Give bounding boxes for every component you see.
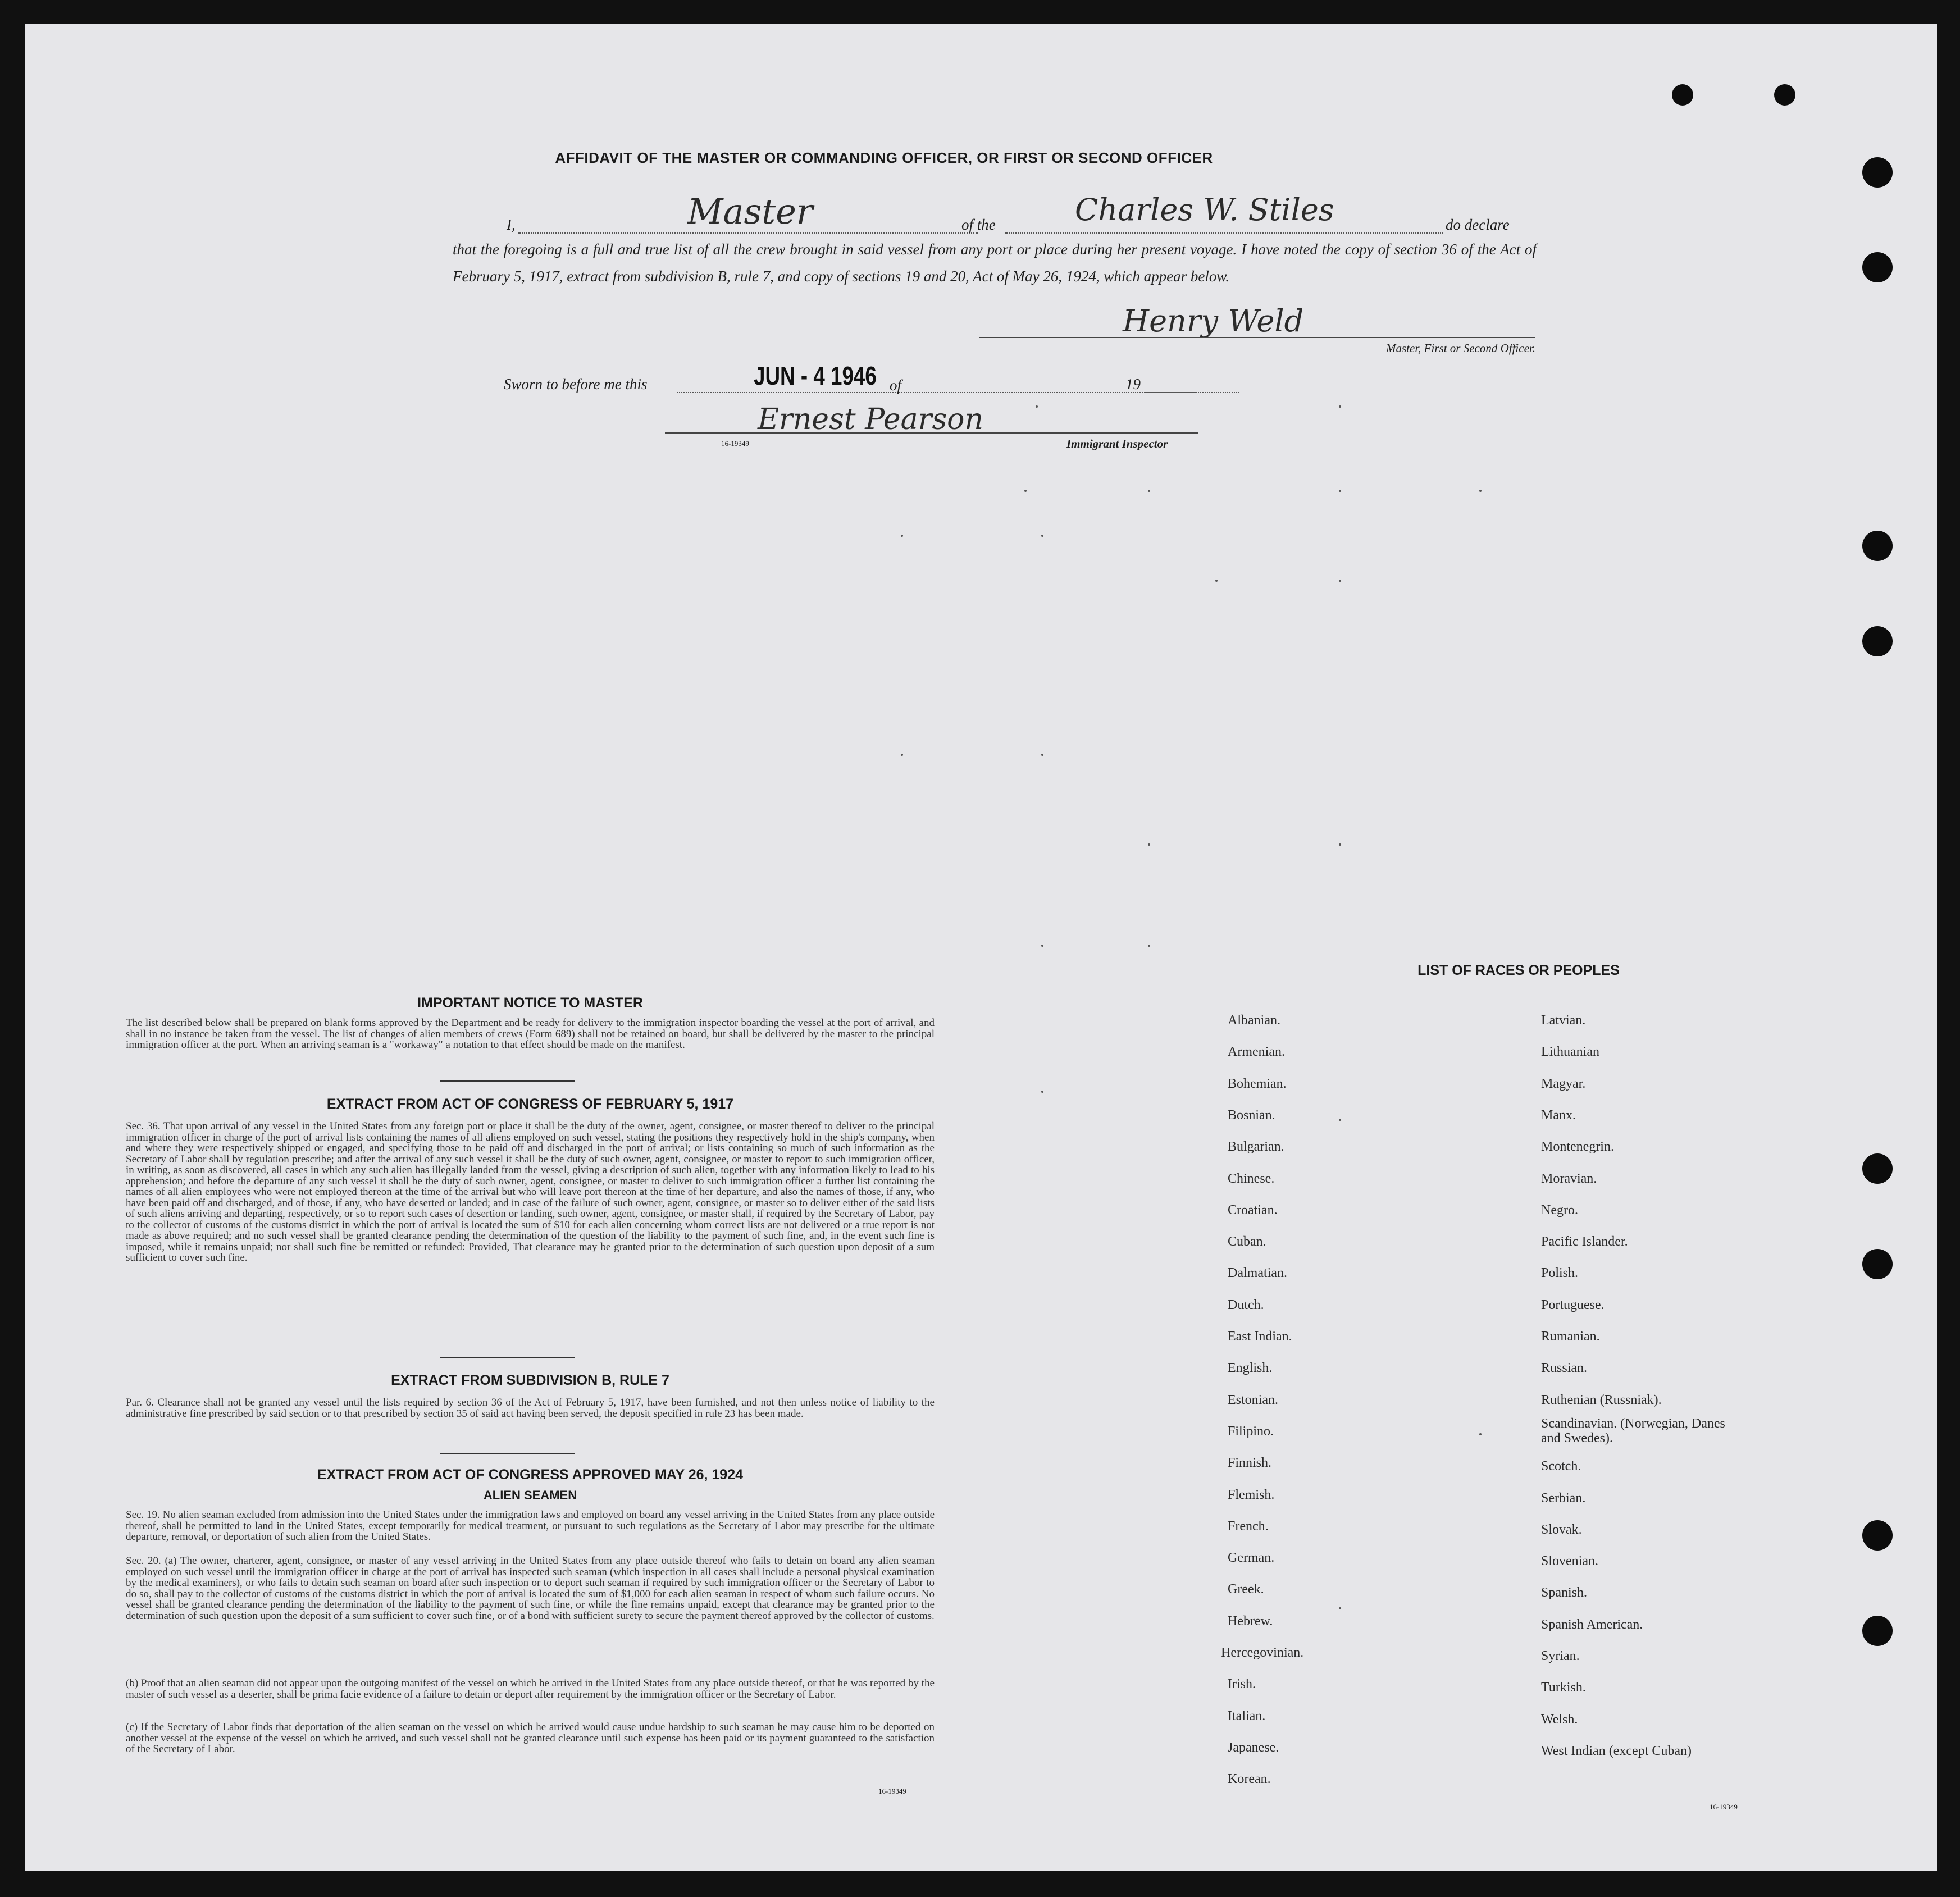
race-item: East Indian. [1228, 1329, 1292, 1344]
races-title: LIST OF RACES OR PEOPLES [1417, 963, 1620, 978]
race-item: Japanese. [1228, 1740, 1279, 1755]
punch-hole [1862, 252, 1893, 282]
i-label: I, [507, 216, 516, 233]
vessel-handwritten: Charles W. Stiles [1075, 192, 1334, 227]
notice-text: The list described below shall be prepared on blank forms approved by the Department and be ready for delivery to the immigration inspector boarding the vessel at the port of arrival, and shall in no instance be taken from the vessel. The list of changes of alien members of crews (Form 689) shall not be retained on board, but shall be delivered by the master to the principal immigration officer at the port. When an arriving seaman is a "workaway" a notation to that effect should be made on the manifest. [126, 1017, 935, 1051]
race-item: Polish. [1541, 1266, 1579, 1280]
race-item: Cuban. [1228, 1234, 1266, 1249]
race-item: Bulgarian. [1228, 1139, 1284, 1154]
extract-1917-title: EXTRACT FROM ACT OF CONGRESS OF FEBRUARY 5, 1917 [326, 1096, 734, 1112]
race-item: English. [1228, 1361, 1273, 1375]
race-item: Estonian. [1228, 1393, 1278, 1407]
race-item: Ruthenian (Russniak). [1541, 1393, 1662, 1407]
alien-seamen-subtitle: ALIEN SEAMEN [483, 1488, 577, 1502]
race-item: Dalmatian. [1228, 1266, 1287, 1280]
race-item: Montenegrin. [1541, 1139, 1614, 1154]
form-number: 16-19349 [1710, 1803, 1738, 1811]
race-item: Croatian. [1228, 1203, 1278, 1217]
sworn-label: Sworn to before me this [504, 376, 648, 393]
year-prefix: 19 [1125, 376, 1141, 393]
year-line [1145, 392, 1196, 393]
master-handwritten: Master [687, 191, 813, 232]
form-number: 16-19349 [878, 1787, 906, 1795]
signature-line [979, 337, 1535, 338]
rule7-text: Par. 6. Clearance shall not be granted any vessel until the lists required by section 36 of the Act of February 5, 1917, have been furnished, and not then unless notice of liability to the administrative fine prescribed by said section or to that prescribed by section 35 of said act having been served, the deposit specified in rule 23 has been made. [126, 1397, 935, 1420]
do-declare: do declare [1446, 216, 1510, 233]
inspector-caption: Immigrant Inspector [1066, 437, 1168, 450]
inspector-line [665, 432, 1198, 434]
race-item: Irish. [1228, 1677, 1256, 1691]
divider [440, 1080, 575, 1082]
race-item: Magyar. [1541, 1077, 1586, 1091]
race-item: Dutch. [1228, 1298, 1264, 1312]
race-item: Italian. [1228, 1709, 1266, 1723]
vessel-line [1005, 232, 1443, 234]
race-item: Albanian. [1228, 1013, 1280, 1028]
punch-hole [1672, 84, 1693, 106]
race-item: Slovak. [1541, 1522, 1582, 1537]
race-item: Armenian. [1228, 1045, 1285, 1059]
race-item: Rumanian. [1541, 1329, 1600, 1344]
race-item: Scotch. [1541, 1459, 1581, 1474]
punch-hole [1862, 1616, 1893, 1646]
sec20b-text: (b) Proof that an alien seaman did not appear upon the outgoing manifest of the vessel on which he arrived in the United States from any place outside thereof, or that he was reported by the master of such vessel as a deserter, shall be prima facie evidence of a failure to detain or deport after requirement by the immigration officer or the Secretary of Labor. [126, 1677, 935, 1700]
race-item: Serbian. [1541, 1491, 1586, 1506]
sec20a-text: Sec. 20. (a) The owner, charterer, agent, consignee, or master of any vessel arriving in the United States from any place outside thereof who fails to detain on board any alien seaman employed on such vessel until the immigration officer in charge at the port of arrival has inspected such seaman (which inspection in all cases shall include a personal physical examination by the medical examiners), or who fails to detain such seaman on board after such inspection or to deport such seaman if required by such immigration officer or the Secretary of Labor to do so, shall pay to the collector of customs of the customs district in which the port of arrival is located the sum of $1,000 for each alien seaman in respect of whom such failure occurs. No vessel shall be granted clearance pending the determination of the liability to the payment of such fine, or while the fine remains unpaid, except that clearance may be granted prior to the determination of such question upon the deposit of a sum sufficient to cover such fine, or of a bond with sufficient surety to secure the payment thereof approved by the collector of customs. [126, 1555, 935, 1622]
race-item: West Indian (except Cuban) [1541, 1744, 1692, 1758]
race-item: Latvian. [1541, 1013, 1586, 1028]
race-item: Welsh. [1541, 1712, 1578, 1727]
inspector-signature: Ernest Pearson [758, 403, 983, 436]
master-signature: Henry Weld [1123, 303, 1304, 339]
signer-caption: Master, First or Second Officer. [1386, 341, 1535, 355]
extract-1924-title: EXTRACT FROM ACT OF CONGRESS APPROVED MAY 26, 1924 [317, 1467, 744, 1483]
punch-hole [1862, 1153, 1893, 1184]
race-item: Spanish. [1541, 1585, 1588, 1600]
race-item: Moravian. [1541, 1171, 1597, 1186]
race-item: Bosnian. [1228, 1108, 1275, 1123]
affidavit-title: AFFIDAVIT OF THE MASTER OR COMMANDING OFFICER, OR FIRST OR SECOND OFFICER [555, 149, 1213, 166]
form-number: 16-19349 [721, 439, 749, 448]
race-item: Hercegovinian. [1221, 1645, 1304, 1660]
race-item: Spanish American. [1541, 1617, 1643, 1632]
race-item: Flemish. [1228, 1488, 1275, 1502]
race-item: Portuguese. [1541, 1298, 1605, 1312]
race-item: Greek. [1228, 1582, 1264, 1597]
name-line [518, 232, 978, 234]
race-item: Hebrew. [1228, 1614, 1273, 1629]
race-item: Filipino. [1228, 1424, 1274, 1439]
punch-hole [1862, 1249, 1893, 1279]
sec20c-text: (c) If the Secretary of Labor finds that deportation of the alien seaman on the vessel on which he arrived would cause undue hardship to such seaman he may cause him to be deported on another vessel at the expense of the vessel on which he arrived, and such vessel shall not be granted clearance until such expense has been paid or its payment guaranteed to the satisfaction of the Secretary of Labor. [126, 1721, 935, 1755]
race-item: Negro. [1541, 1203, 1578, 1217]
race-item: Russian. [1541, 1361, 1588, 1375]
divider [440, 1453, 575, 1454]
rule7-title: EXTRACT FROM SUBDIVISION B, RULE 7 [391, 1372, 669, 1388]
race-item: Korean. [1228, 1772, 1271, 1786]
punch-hole [1862, 626, 1893, 656]
punch-hole [1862, 157, 1893, 188]
punch-hole [1774, 84, 1795, 106]
extract-1917-text: Sec. 36. That upon arrival of any vessel in the United States from any foreign port or place it shall be the duty of the owner, agent, consignee, or master thereof to deliver to the principal immigration officer in charge of the port of arrival lists containing the names of all aliens employed on such vessel, stating the positions they respectively hold in the ship's company, when and where they were respectively shipped or engaged, and specifying those to be paid off and discharged in the port of arrival; or lists containing so much of such information as the Secretary of Labor shall by regulation prescribe; and after the arrival of any such vessel it shall be the duty of such owner, agent, consignee, or master to report to such immigration officer, in writing, as soon as discovered, all cases in which any such alien has illegally landed from the vessel, giving a description of such alien, together with any information likely to lead to his apprehension; and before the departure of any such vessel it shall be the duty of such owner, agent, consignee, or master to deliver to such immigration officer a further list containing the names of all alien employees who were not employed thereon at the time of the arrival but who will leave port thereon at the time of her departure, and also the names of those, if any, who have been paid off and discharged, and of those, if any, who have deserted or landed; and in case of the failure of such owner, agent, consignee, or master so to deliver either of the said lists of such aliens arriving and departing, respectively, or so to report such cases of desertion or landing, such owner, agent, consignee, or master shall, if required by the Secretary of Labor, pay to the collector of customs of the customs district in which the port of arrival is located the sum of $10 for each alien concerning whom correct lists are not delivered or a true report is not made as above required; and no such vessel shall be granted clearance pending the determination of the question of the liability to the payment of such fine, and, in the event such fine is imposed, while it remains unpaid; nor shall such fine be remitted or refunded: Provided, That clearance may be granted prior to the determination of such question upon deposit of a sum sufficient to cover such fine. [126, 1120, 935, 1264]
date-stamp: JUN - 4 1946 [754, 361, 877, 390]
affidavit-body: that the foregoing is a full and true list of all the crew brought in said vessel from any port or place during her present voyage. I have noted the copy of section 36 of the Act of February 5, 1917, extract from subdivision B, rule 7, and copy of sections 19 and 20, Act of May 26, 1924, which appear below. [453, 241, 1537, 285]
punch-hole [1862, 531, 1893, 561]
race-item: Chinese. [1228, 1171, 1275, 1186]
race-item: Pacific Islander. [1541, 1234, 1628, 1249]
race-item: Bohemian. [1228, 1077, 1287, 1091]
punch-hole [1862, 1520, 1893, 1551]
race-item: French. [1228, 1519, 1269, 1534]
race-item: Slovenian. [1541, 1554, 1598, 1568]
of-label: of [890, 377, 902, 394]
race-item: Turkish. [1541, 1680, 1586, 1695]
race-item: Finnish. [1228, 1456, 1272, 1470]
notice-title: IMPORTANT NOTICE TO MASTER [417, 995, 643, 1011]
sec19-text: Sec. 19. No alien seaman excluded from admission into the United States under the immigration laws and employed on board any vessel arriving in the United States from any place outside thereof, shall be permitted to land in the United States, except temporarily for medical treatment, or pursuant to such regulations as the Secretary of Labor may prescribe for the ultimate departure, removal, or deportation of such alien from the United States. [126, 1509, 935, 1543]
race-item: German. [1228, 1551, 1275, 1565]
race-item: Scandinavian. (Norwegian, Danes and Swedes). [1541, 1416, 1725, 1445]
race-item: Manx. [1541, 1108, 1576, 1123]
form-page [25, 24, 1937, 1871]
divider [440, 1357, 575, 1358]
race-item: Lithuanian [1541, 1045, 1599, 1059]
of-the-label: of the [961, 216, 996, 233]
race-item: Syrian. [1541, 1649, 1580, 1663]
